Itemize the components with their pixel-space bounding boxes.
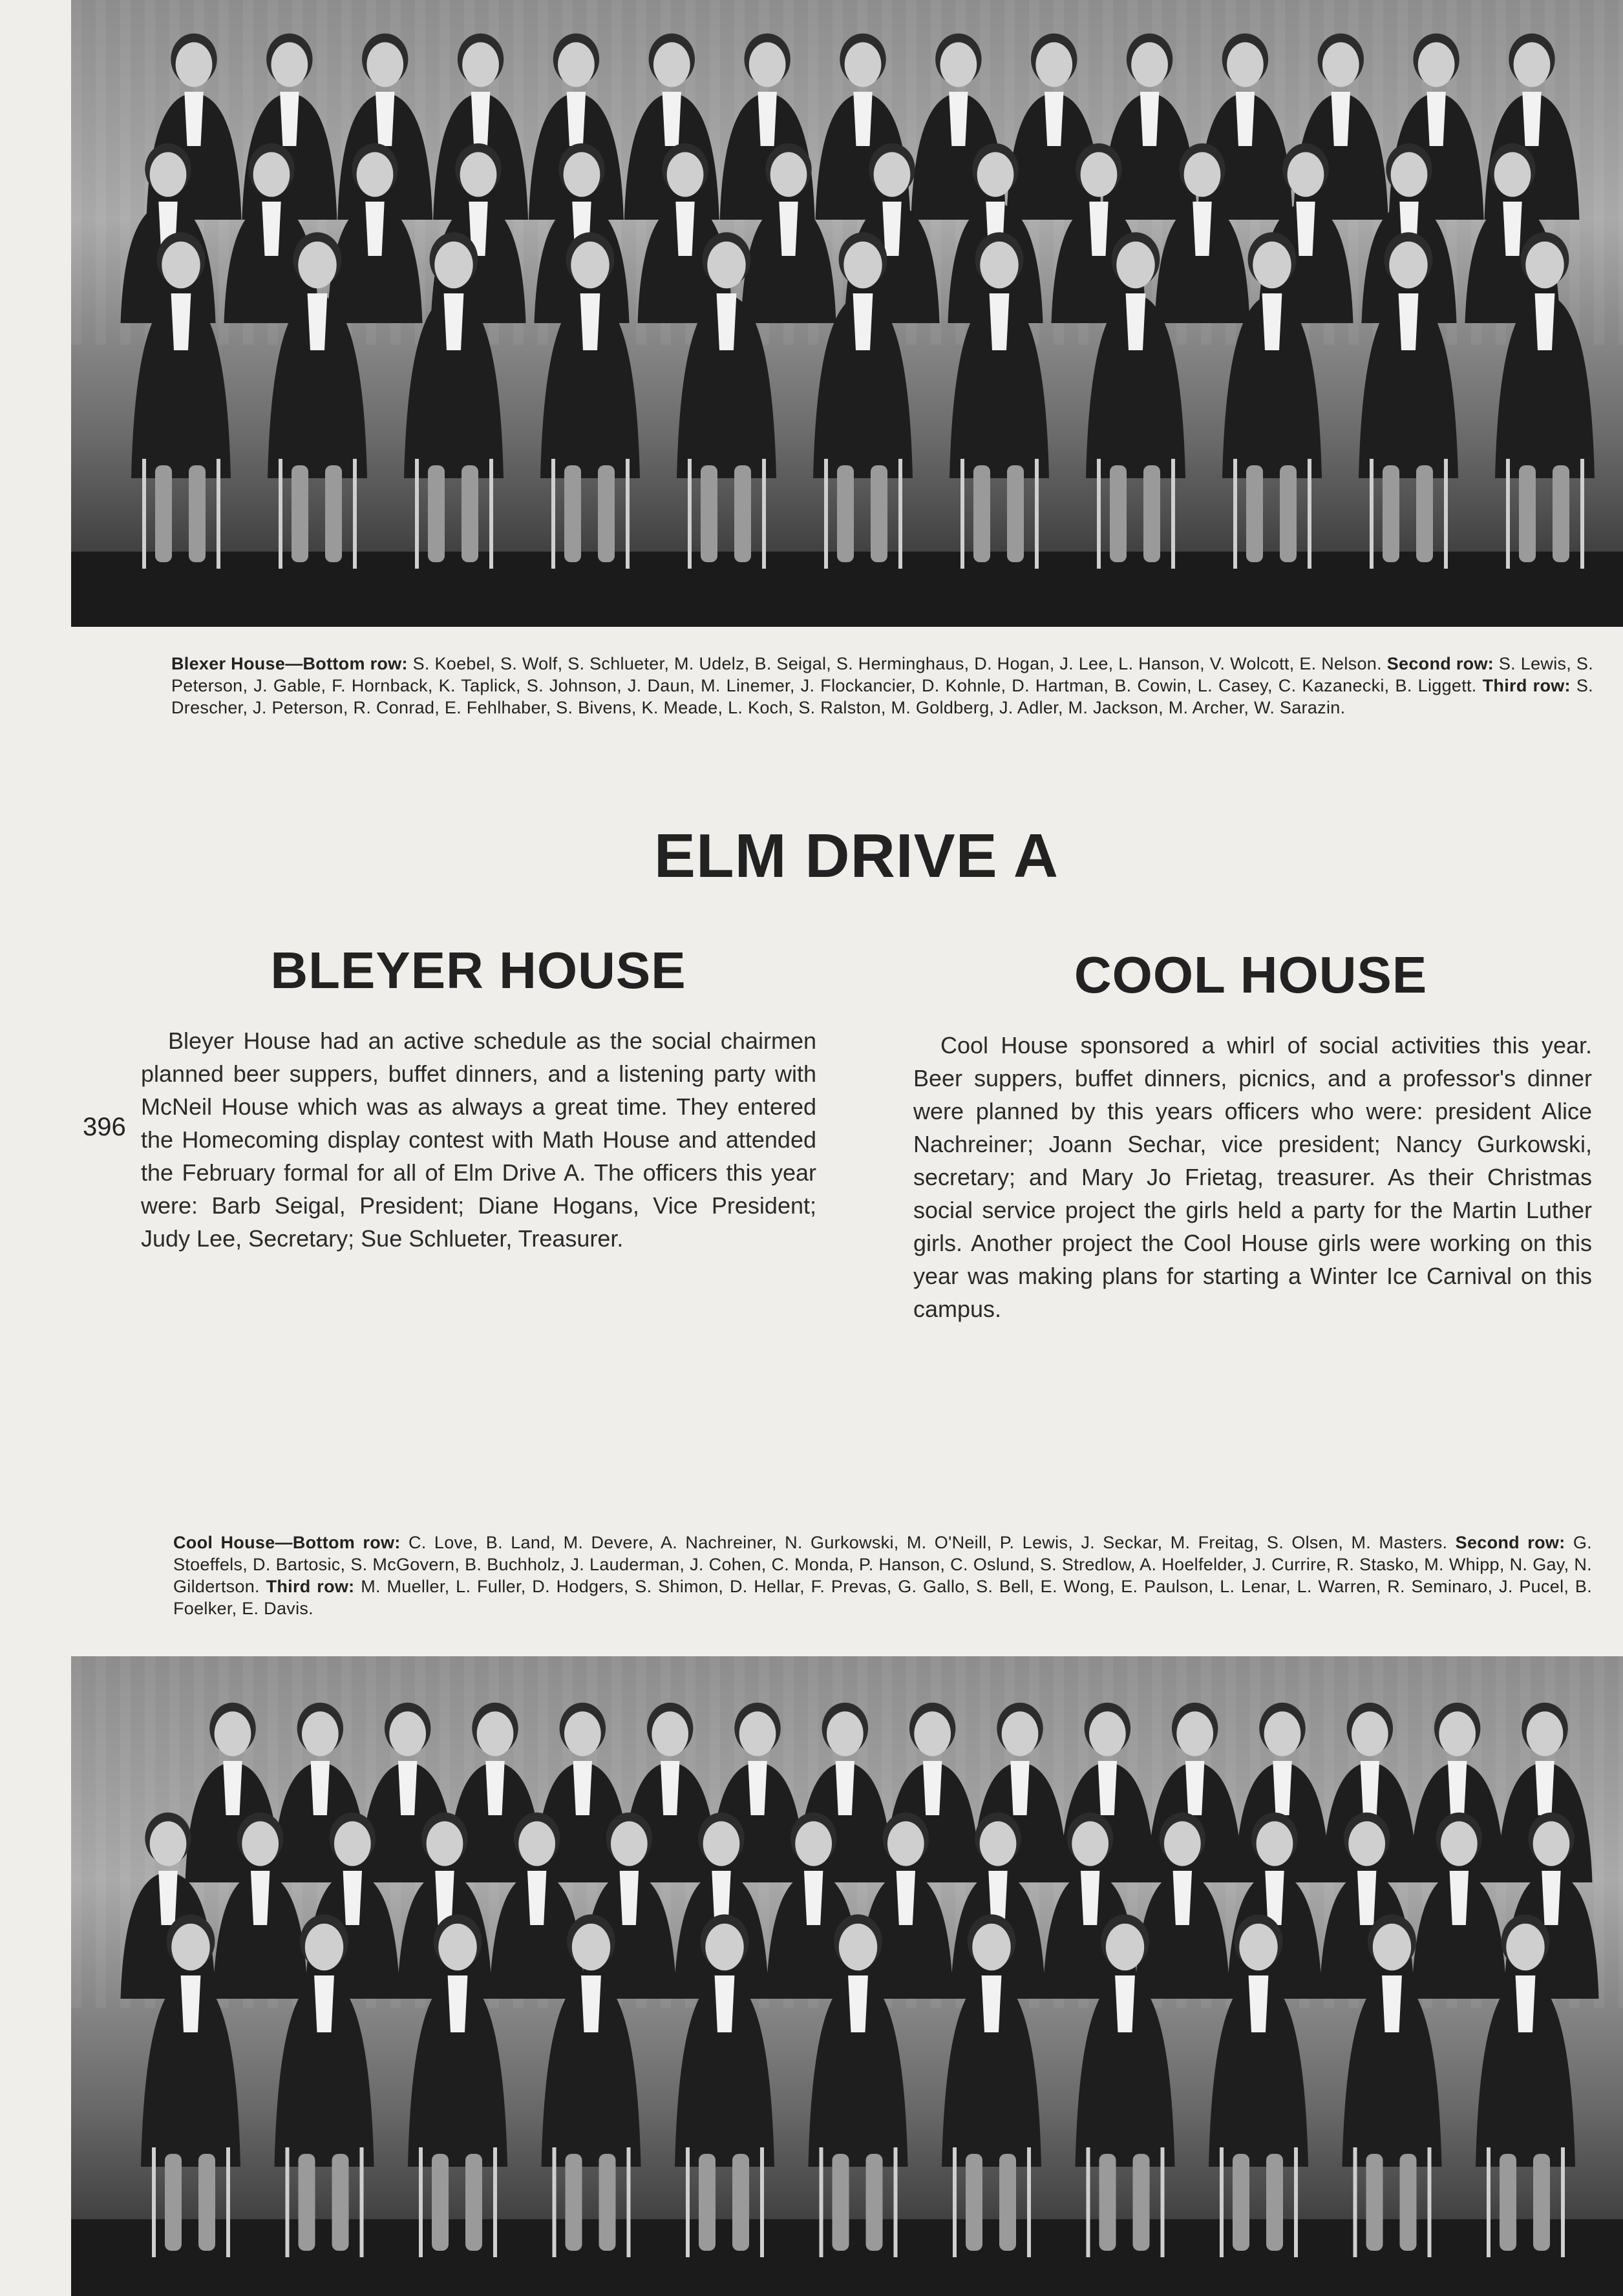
cool-caption-bottom-row: C. Love, B. Land, M. Devere, A. Nachreiner, N. Gurkowski, M. O'Neill, P. Lewis, J. Seckar, M. Freitag, S. Olsen, M. Masters. (408, 1533, 1448, 1552)
cool-caption-third-row: M. Mueller, L. Fuller, D. Hodgers, S. Shimon, D. Hellar, F. Prevas, G. Gallo, S. Bell, E. Wong, E. Paulson, L. Lenar, L. Warren, R. Seminaro, J. Pucel, B. Foelker, E. Davis. (173, 1577, 1592, 1618)
cool-house-body: Cool House sponsored a whirl of social activities this year. Beer suppers, buffet dinners, picnics, and a professor's dinner were planned by this years officers who were: president Alice Nachreiner; Joann Sechar, vice president; Nancy Gurkowski, secretary; and Mary Jo Frietag, treasurer. As their Christmas social service project the girls held a party for the Martin Luther girls. Another project the Cool House girls were working on this year was making plans for starting a Winter Ice Carnival on this campus. (913, 1032, 1592, 1322)
bleyer-house-body: Bleyer House had an active schedule as the social chairmen planned beer suppers, buffet dinners, and a listening party with McNeil House which was as always a great time. They entered the Homecoming display contest with Math House and attended the February formal for all of Elm Drive A. The officers this year were: Barb Seigal, President; Diane Hogans, Vice President; Judy Lee, Secretary; Sue Schlueter, Treasurer. (141, 1027, 816, 1252)
blexer-photo-figures (71, 0, 1623, 627)
blexer-caption-bottom-label: —Bottom row: (285, 654, 408, 673)
cool-house-heading: COOL HOUSE (1074, 946, 1428, 1004)
cool-photo-figures (71, 1656, 1623, 2296)
figure-row (147, 34, 1580, 220)
section-title: ELM DRIVE A (653, 821, 1059, 890)
blexer-caption-second-label: Second row: (1386, 654, 1494, 673)
cool-caption-second-label: Second row: (1455, 1533, 1565, 1552)
blexer-house-caption (171, 653, 1593, 719)
blexer-caption-third-label: Third row: (1482, 676, 1571, 695)
blexer-caption-second-row: S. Lewis, S. Peterson, J. Gable, F. Hornback, K. Taplick, S. Johnson, J. Daun, M. Linemer, J. Flockancier, D. Kohnle, D. Hartman, B. Cowin, L. Casey, C. Kazanecki, B. Liggett. (171, 654, 1594, 695)
cool-house-group-photo (71, 1656, 1623, 2296)
blexer-caption-bottom-row: S. Koebel, S. Wolf, S. Schlueter, M. Udelz, B. Seigal, S. Herminghaus, D. Hogan, J. Lee, L. Hanson, V. Wolcott, E. Nelson. (412, 654, 1382, 673)
cool-house-caption (173, 1532, 1592, 1619)
cool-caption-house: Cool House (173, 1533, 275, 1552)
bleyer-house-heading: BLEYER HOUSE (270, 942, 686, 999)
blexer-caption-house: Blexer House (171, 654, 286, 673)
page-number: 396 (83, 1113, 126, 1141)
cool-caption-bottom-label: —Bottom row: (275, 1533, 401, 1552)
blexer-house-group-photo (71, 0, 1623, 627)
blexer-caption-third-row: S. Drescher, J. Peterson, R. Conrad, E. Fehlhaber, S. Bivens, K. Meade, L. Koch, S. Ralston, M. Goldberg, J. Adler, M. Jackson, M. Archer, W. Sarazin. (171, 676, 1593, 717)
cool-caption-second-row: G. Stoeffels, D. Bartosic, S. McGovern, B. Buchholz, J. Lauderman, J. Cohen, C. Monda, P. Hanson, C. Oslund, S. Stredlow, A. Hoelfelder, J. Currire, R. Stasko, M. Whipp, N. Gay, N. Gildertson. (173, 1533, 1592, 1596)
cool-caption-third-label: Third row: (266, 1577, 355, 1596)
